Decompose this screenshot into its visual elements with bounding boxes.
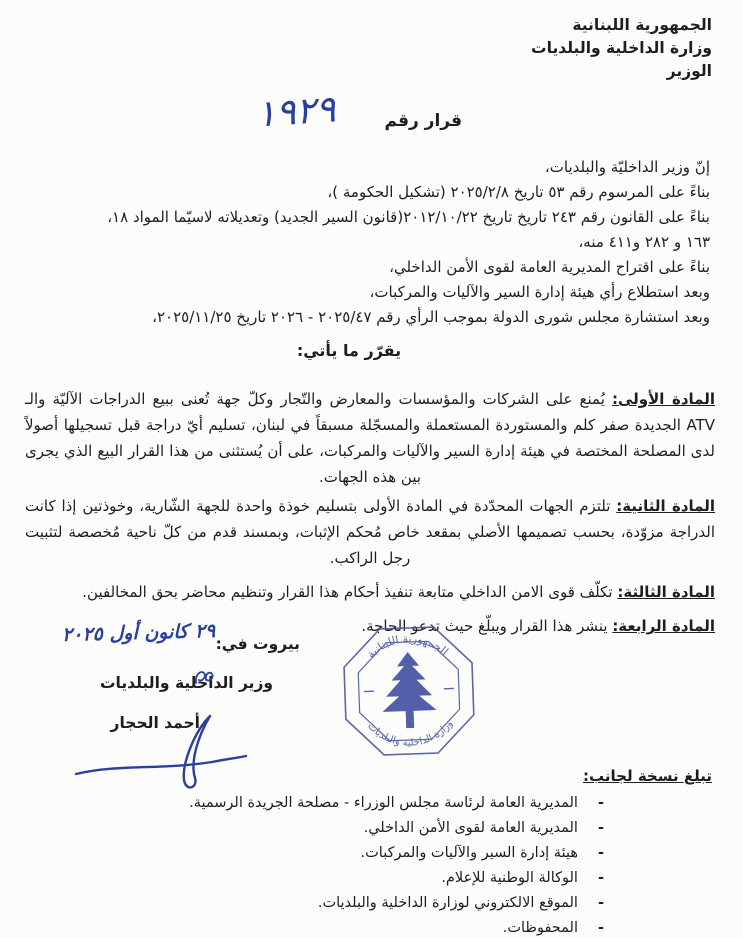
- preamble: [20, 155, 710, 330]
- distribution-item-text: الموقع الالكتروني لوزارة الداخلية والبلديات.: [317, 895, 578, 911]
- article-2-text: تلتزم الجهات المحدّدة في المادة الأولى بتسليم خوذة واحدة للجهة الشّارية، وخوذتين إذا كانت الدراجة مزوّدة، بحسب تصميمها الأصلي بمقعد خاص مُحكم الإثبات، وبمسند قدم من كلّ ناحية مُخصصة لتثبيت رجل الراكب.: [25, 497, 715, 567]
- distribution-item-text: المديرية العامة لقوى الأمن الداخلي.: [363, 820, 578, 836]
- letterhead-republic: الجمهورية اللبنانية: [572, 16, 712, 34]
- letterhead-minister: الوزير: [666, 62, 712, 80]
- decree-number-handwritten: ١٩٢٩: [254, 87, 337, 136]
- dash-bullet: -: [597, 845, 604, 861]
- article-3-label: المادة الثالثة:: [617, 583, 715, 601]
- article-2-label: المادة الثانية:: [616, 497, 715, 515]
- preamble-line: بناءً على المرسوم رقم ٥٣ تاريخ ٢٠٢٥/٢/٨ (تشكيل الحكومة )،: [327, 183, 710, 201]
- signer-title: وزير الداخلية والبلديات: [99, 674, 273, 692]
- letterhead: [531, 14, 712, 83]
- decides-heading-text: يقرّر ما يأتي:: [296, 341, 402, 360]
- preamble-line: ١٦٣ و ٢٨٢ و٤١١ منه،: [578, 233, 710, 251]
- decree-number-label: قرار رقم: [384, 111, 462, 131]
- distribution-item-text: المحفوظات.: [502, 920, 578, 936]
- distribution-item-text: هيئة إدارة السير والآليات والمركبات.: [360, 845, 578, 861]
- article-1-text: يُمنع على الشركات والمؤسسات والمعارض والتّجار وكلّ جهة تُعنى ببيع الدراجات الآليّة والـ ATV الجديدة صفر كلم والمستوردة المستعملة والمسجّلة مسبقاً في لبنان، تسليم أيّ دراجة قبل تسجيلها أصولاً لدى المصلحة المختصة في هيئة إدارة السير والآليات والمركبات، على أن يُستثنى من هذا القرار البيع الذي يجرى بين هذه الجهات.: [25, 390, 715, 486]
- article-1: [25, 386, 715, 490]
- distribution-heading: تبلغ نسخة لجانب:: [583, 767, 712, 785]
- distribution-item: [189, 916, 604, 938]
- signer-name: أحمد الحجار: [110, 714, 200, 732]
- handwritten-date: ٢٩ كانون أول ٢٠٢٥: [61, 619, 216, 647]
- article-4-text: ينشر هذا القرار ويبلّغ حيث تدعو الحاجة.: [361, 617, 608, 635]
- dash-bullet: -: [597, 870, 604, 886]
- preamble-line: وبعد استطلاع رأي هيئة إدارة السير والآليات والمركبات،: [369, 283, 710, 301]
- preamble-line: بناءً على القانون رقم ٢٤٣ تاريخ تاريخ ٢٠١٢/١٠/٢٢(قانون السير الجديد) وتعديلاته لاسيّما المواد ١٨،: [107, 208, 710, 226]
- distribution-item: [189, 866, 604, 891]
- minister-signature: [62, 712, 252, 800]
- preamble-line: إنّ وزير الداخليّة والبلديات،: [544, 158, 710, 176]
- cedar-tree-icon: [381, 651, 438, 729]
- dash-bullet: -: [597, 895, 604, 911]
- stamp-bottom-text: وزارة الداخلية والبلديات: [365, 718, 456, 749]
- dash-bullet: -: [597, 920, 604, 936]
- dash-bullet: -: [597, 795, 604, 811]
- article-2: [25, 493, 715, 571]
- dash-bullet: -: [597, 820, 604, 836]
- article-3: [25, 579, 715, 605]
- ministry-octagon-stamp: [327, 615, 490, 770]
- article-1-label: المادة الأولى:: [612, 390, 716, 408]
- article-4-label: المادة الرابعة:: [612, 617, 715, 635]
- stamp-top-text: الجمهورية اللبنانية: [364, 632, 451, 661]
- distribution-item: [189, 841, 604, 866]
- distribution-item-text: المديرية العامة لرئاسة مجلس الوزراء - مصلحة الجريدة الرسمية.: [189, 795, 578, 811]
- ink-initial-mark: [193, 668, 215, 688]
- decides-heading: [0, 341, 743, 360]
- preamble-line: وبعد استشارة مجلس شورى الدولة بموجب الرأي رقم ٢٠٢٥/٤٧ - ٢٠٢٦ تاريخ ٢٠٢٥/١١/٢٥،: [152, 308, 710, 326]
- preamble-line: بناءً على اقتراح المديرية العامة لقوى الأمن الداخلي،: [389, 258, 710, 276]
- letterhead-ministry: وزارة الداخلية والبلديات: [531, 39, 712, 57]
- distribution-item-text: الوكالة الوطنية للإعلام.: [441, 870, 578, 886]
- article-3-text: تكلّف قوى الامن الداخلي متابعة تنفيذ أحكام هذا القرار وتنظيم محاضر بحق المخالفين.: [82, 583, 613, 601]
- distribution-list: [189, 791, 604, 938]
- distribution-item: [189, 891, 604, 916]
- place-date-label: بيروت في:: [215, 635, 300, 653]
- distribution-item: [189, 816, 604, 841]
